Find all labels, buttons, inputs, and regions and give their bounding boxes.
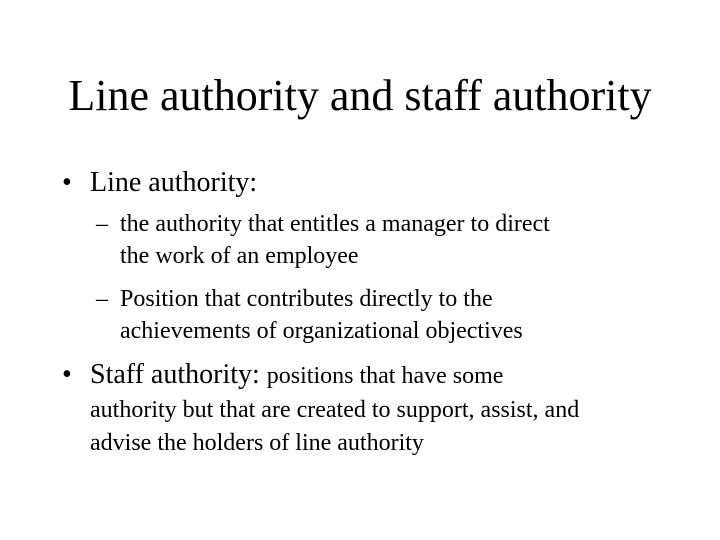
sub-item-line: the work of an employee	[120, 243, 359, 269]
bullet-text-line: positions that have some	[266, 363, 504, 389]
bullet-marker: •	[62, 359, 72, 390]
bullet-heading: Line authority:	[90, 167, 258, 198]
sub-item-line: the authority that entitles a manager to direct	[120, 211, 550, 237]
slide-title: Line authority and staff authority	[68, 71, 652, 120]
bullet-text-line: advise the holders of line authority	[90, 430, 424, 456]
bullet-text-line: authority but that are created to support, assist, and	[90, 397, 580, 423]
bullet-marker: •	[62, 167, 72, 198]
sub-item-line: Position that contributes directly to the	[120, 286, 493, 312]
sub-item-marker: –	[96, 286, 108, 312]
bullet-heading: Staff authority:	[90, 359, 260, 390]
sub-item-marker: –	[96, 211, 108, 237]
sub-item-line: achievements of organizational objectives	[120, 318, 523, 344]
bullet-first-line	[90, 358, 503, 393]
